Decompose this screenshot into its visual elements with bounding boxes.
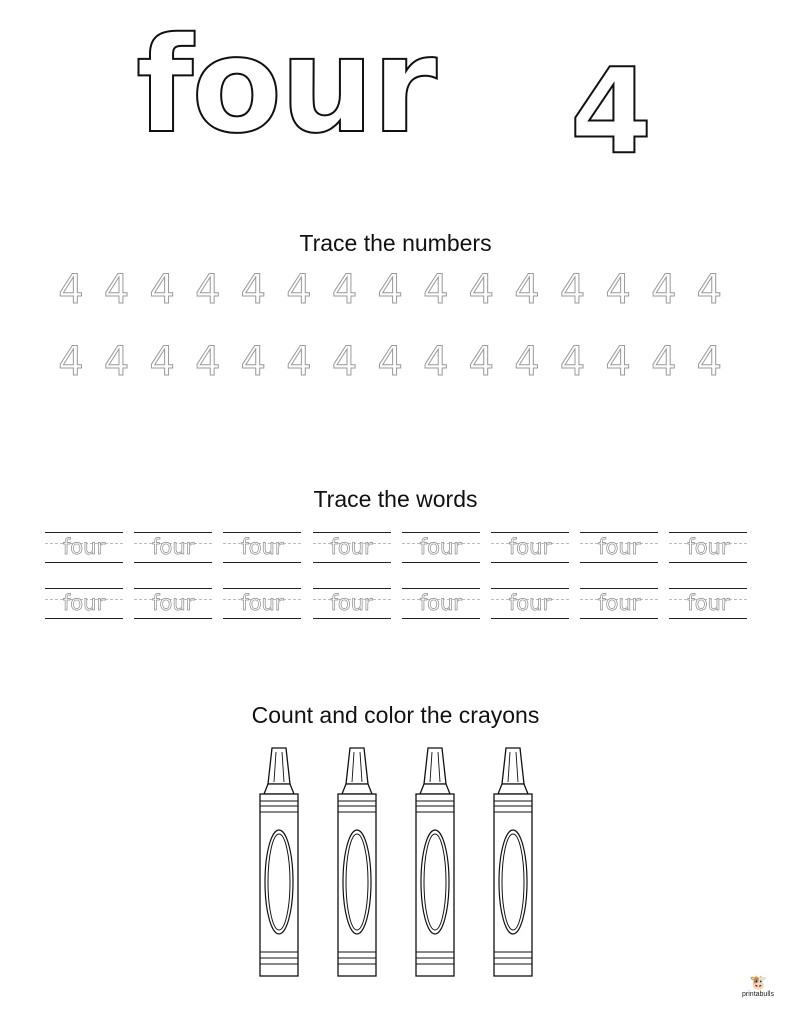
- trace-digit: 4: [58, 267, 84, 313]
- writing-line-top: [491, 532, 569, 533]
- writing-line-top: [669, 532, 747, 533]
- writing-line-top: [402, 532, 480, 533]
- trace-word: four: [62, 591, 106, 615]
- trace-digit: 4: [696, 267, 723, 313]
- trace-digit: 4: [286, 339, 312, 385]
- writing-line-bottom: [313, 618, 391, 619]
- trace-digit: 4: [331, 339, 358, 385]
- writing-line-bottom: [669, 562, 747, 563]
- trace-digit: 4: [605, 339, 631, 385]
- trace-word: four: [152, 591, 195, 615]
- trace-word: four: [241, 591, 284, 615]
- trace-digit: 4: [605, 267, 631, 313]
- brand-name: printabulls: [742, 991, 774, 998]
- trace-word: four: [598, 535, 641, 559]
- writing-line-bottom: [45, 618, 123, 619]
- trace-digit: 4: [651, 267, 677, 313]
- title-word: four: [136, 9, 436, 163]
- writing-line-bottom: [580, 618, 658, 619]
- count-color-heading: Count and color the crayons: [251, 702, 540, 728]
- trace-digit: 4: [377, 339, 403, 385]
- writing-line-bottom: [134, 562, 212, 563]
- writing-line-top: [669, 588, 747, 589]
- writing-line-top: [313, 588, 391, 589]
- logo-icon: 🐮: [749, 974, 767, 990]
- trace-digit: 4: [468, 339, 495, 385]
- writing-line-bottom: [313, 562, 391, 563]
- title-digit: 4: [570, 42, 653, 180]
- trace-digit: 4: [514, 267, 540, 313]
- trace-digit: 4: [423, 267, 449, 313]
- trace-digit: 4: [103, 267, 130, 313]
- trace-word: four: [330, 591, 373, 615]
- trace-word: four: [687, 591, 730, 615]
- trace-digit: 4: [149, 267, 175, 313]
- crayon-icon[interactable]: [258, 746, 300, 978]
- trace-word: four: [419, 591, 462, 615]
- writing-line-bottom: [402, 562, 480, 563]
- trace-digit: 4: [377, 267, 403, 313]
- trace-digit: 4: [331, 267, 358, 313]
- writing-line-top: [223, 532, 301, 533]
- trace-word: four: [598, 591, 641, 615]
- crayon-icon[interactable]: [492, 746, 534, 978]
- trace-word: four: [330, 535, 373, 559]
- trace-word: four: [241, 535, 284, 559]
- trace-word: four: [62, 535, 106, 559]
- trace-digit: 4: [559, 267, 586, 313]
- writing-line-top: [402, 588, 480, 589]
- writing-line-top: [45, 588, 123, 589]
- writing-line-bottom: [491, 562, 569, 563]
- writing-line-bottom: [491, 618, 569, 619]
- writing-line-top: [580, 532, 658, 533]
- crayon-icon[interactable]: [414, 746, 456, 978]
- trace-words-heading: Trace the words: [313, 486, 478, 512]
- writing-line-bottom: [580, 562, 658, 563]
- trace-digit: 4: [286, 267, 312, 313]
- trace-digit: 4: [423, 339, 449, 385]
- trace-digit: 4: [514, 339, 540, 385]
- writing-line-top: [580, 588, 658, 589]
- writing-line-top: [45, 532, 123, 533]
- writing-line-top: [223, 588, 301, 589]
- trace-digit: 4: [240, 267, 267, 313]
- trace-digit: 4: [559, 339, 586, 385]
- trace-digit: 4: [240, 339, 267, 385]
- trace-digit: 4: [195, 339, 221, 385]
- writing-line-bottom: [402, 618, 480, 619]
- writing-line-top: [313, 532, 391, 533]
- trace-digit: 4: [468, 267, 495, 313]
- writing-line-top: [134, 532, 212, 533]
- trace-digit: 4: [58, 339, 84, 385]
- trace-digit: 4: [696, 339, 723, 385]
- trace-word: four: [152, 535, 195, 559]
- trace-digit: 4: [651, 339, 677, 385]
- brand-logo: [736, 975, 780, 1015]
- writing-line-bottom: [669, 618, 747, 619]
- trace-numbers-heading: Trace the numbers: [299, 230, 492, 256]
- trace-digit: 4: [149, 339, 175, 385]
- writing-line-bottom: [223, 562, 301, 563]
- crayon-icon[interactable]: [336, 746, 378, 978]
- writing-line-top: [134, 588, 212, 589]
- trace-word: four: [687, 535, 730, 559]
- writing-line-bottom: [223, 618, 301, 619]
- trace-word: four: [419, 535, 462, 559]
- writing-line-bottom: [134, 618, 212, 619]
- writing-line-top: [491, 588, 569, 589]
- writing-line-bottom: [45, 562, 123, 563]
- trace-digit: 4: [103, 339, 130, 385]
- trace-word: four: [508, 535, 552, 559]
- trace-digit: 4: [195, 267, 221, 313]
- trace-word: four: [508, 591, 552, 615]
